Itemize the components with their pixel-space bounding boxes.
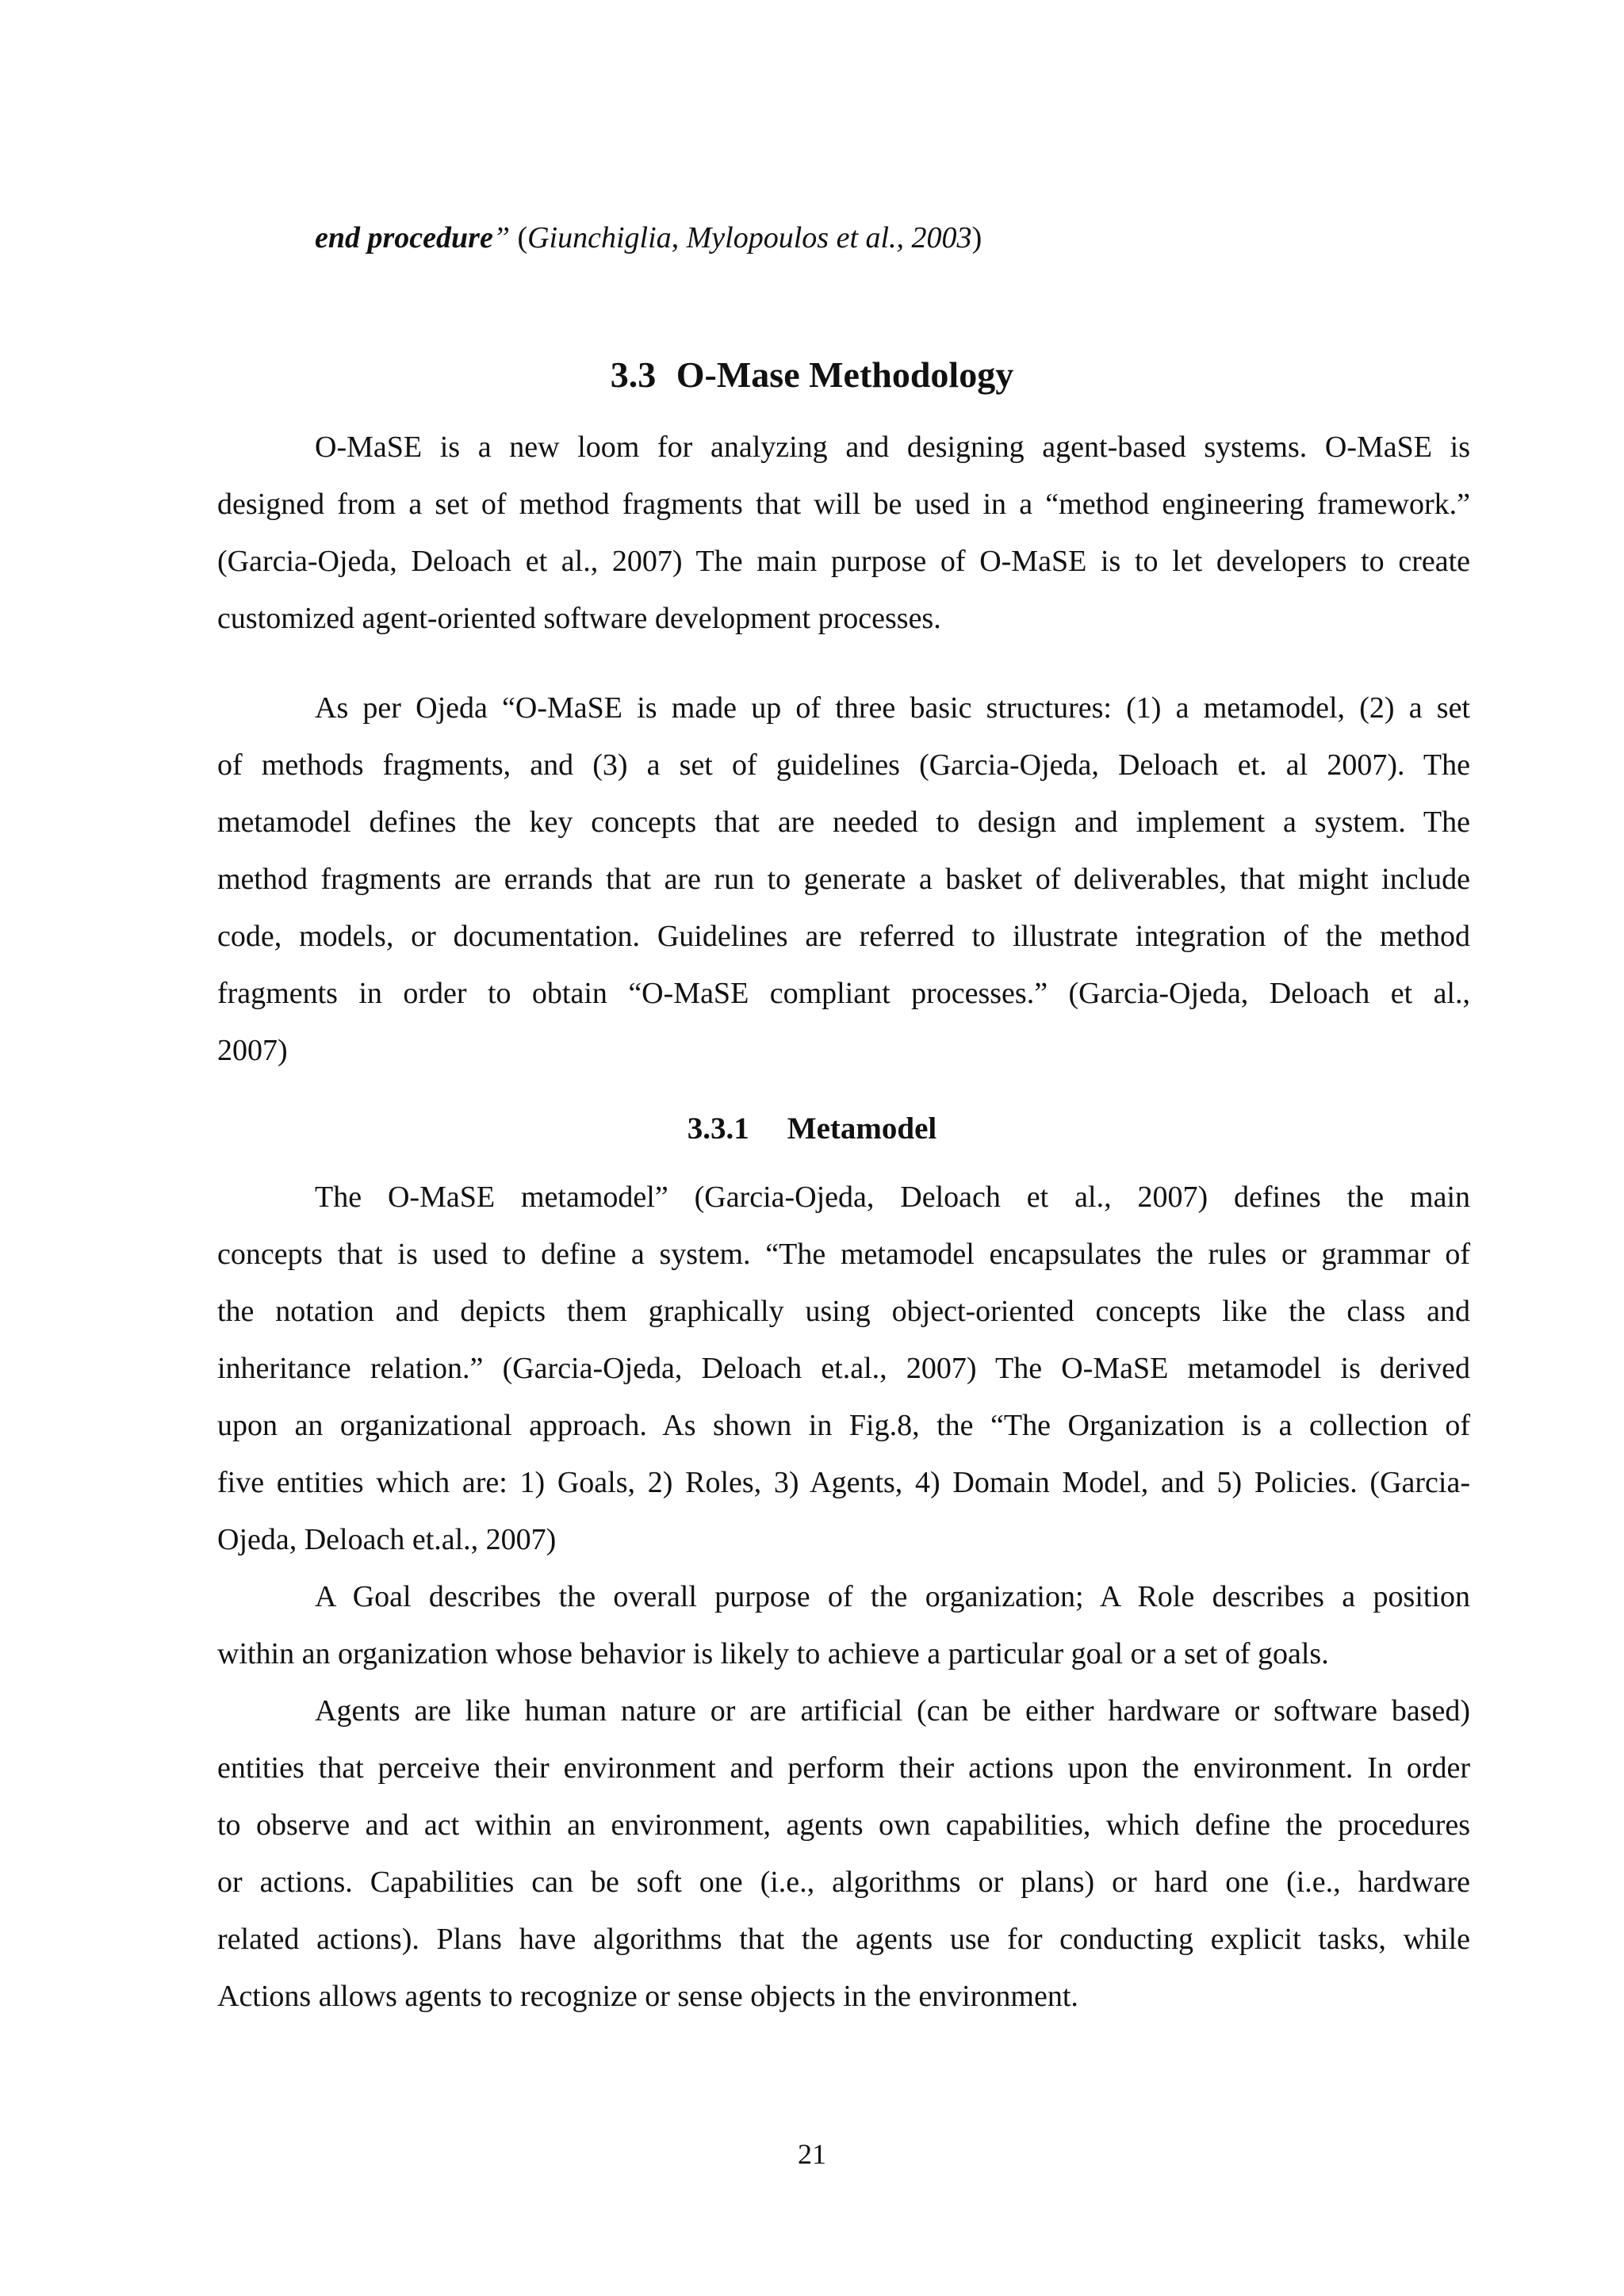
citation-quote-close: ”: [492, 221, 510, 254]
paragraph2-line-4: method fragments are errands that are run to generate a basket of deliverables, that might include: [217, 863, 1470, 896]
paragraph2-line-3: metamodel defines the key concepts that are needed to design and implement a system. The: [217, 806, 1470, 839]
page-number: 21: [798, 2138, 826, 2170]
paragraph5-line-6: Actions allows agents to recognize or sense objects in the environment.: [217, 1980, 1078, 2013]
paragraph5-line-1: Agents are like human nature or are artificial (can be either hardware or software based): [315, 1694, 1470, 1728]
paragraph3-line-6: five entities which are: 1) Goals, 2) Roles, 3) Agents, 4) Domain Model, and 5) Policies. (Garcia-: [217, 1466, 1470, 1499]
paragraph3-line-3: the notation and depicts them graphically using object-oriented concepts like the class and: [217, 1295, 1470, 1328]
paragraph2-line-1: As per Ojeda “O-MaSE is made up of three basic structures: (1) a metamodel, (2) a set: [315, 691, 1470, 725]
paragraph3-line-5: upon an organizational approach. As shown in Fig.8, the “The Organization is a collection of: [217, 1409, 1470, 1442]
paragraph1-line-4: customized agent-oriented software development processes.: [217, 602, 941, 635]
paragraph1-line-2: designed from a set of method fragments that will be used in a “method engineering framework.”: [217, 488, 1470, 521]
citation-bold-italic: end procedure: [315, 221, 493, 254]
paragraph1-line-1: O-MaSE is a new loom for analyzing and designing agent-based systems. O-MaSE is: [315, 430, 1470, 464]
subsection-heading: [0, 1110, 1624, 1148]
subsection-number: 3.3.1: [687, 1112, 749, 1146]
paragraph5-line-3: to observe and act within an environment, agents own capabilities, which define the procedures: [217, 1808, 1470, 1842]
paragraph5-line-4: or actions. Capabilities can be soft one (i.e., algorithms or plans) or hard one (i.e., hardware: [217, 1866, 1470, 1899]
section-title: O-Mase Methodology: [676, 354, 1014, 395]
citation-paren-close: ): [971, 221, 982, 254]
paragraph4-line-2: within an organization whose behavior is likely to achieve a particular goal or a set of goals.: [217, 1637, 1329, 1670]
citation-authors: Giunchiglia, Mylopoulos et al., 2003: [527, 221, 972, 254]
paragraph3-line-7: Ojeda, Deloach et.al., 2007): [217, 1523, 557, 1556]
paragraph3-line-2: concepts that is used to define a system. “The metamodel encapsulates the rules or grammar of: [217, 1238, 1470, 1271]
subsection-title: Metamodel: [787, 1112, 937, 1146]
paragraph4-line-1: A Goal describes the overall purpose of the organization; A Role describes a position: [315, 1580, 1470, 1613]
section-heading: [0, 353, 1624, 397]
citation-paren-open: (: [509, 221, 528, 254]
paragraph2-line-6: fragments in order to obtain “O-MaSE compliant processes.” (Garcia-Ojeda, Deloach et al.,: [217, 977, 1470, 1010]
paragraph2-line-2: of methods fragments, and (3) a set of guidelines (Garcia-Ojeda, Deloach et. al 2007). The: [217, 748, 1470, 782]
top-citation: [315, 219, 982, 257]
paragraph5-line-5: related actions). Plans have algorithms that the agents use for conducting explicit tasks, while: [217, 1923, 1470, 1956]
paragraph5-line-2: entities that perceive their environment and perform their actions upon the environment. In order: [217, 1751, 1470, 1785]
paragraph3-line-4: inheritance relation.” (Garcia-Ojeda, Deloach et.al., 2007) The O-MaSE metamodel is derived: [217, 1352, 1470, 1385]
paragraph2-line-5: code, models, or documentation. Guidelines are referred to illustrate integration of the method: [217, 920, 1470, 953]
paragraph1-line-3: (Garcia-Ojeda, Deloach et al., 2007) The main purpose of O-MaSE is to let developers to create: [217, 545, 1470, 578]
paragraph2-line-7: 2007): [217, 1034, 288, 1067]
section-number: 3.3: [610, 354, 657, 395]
paragraph3-line-1: The O-MaSE metamodel” (Garcia-Ojeda, Deloach et al., 2007) defines the main: [315, 1181, 1470, 1214]
